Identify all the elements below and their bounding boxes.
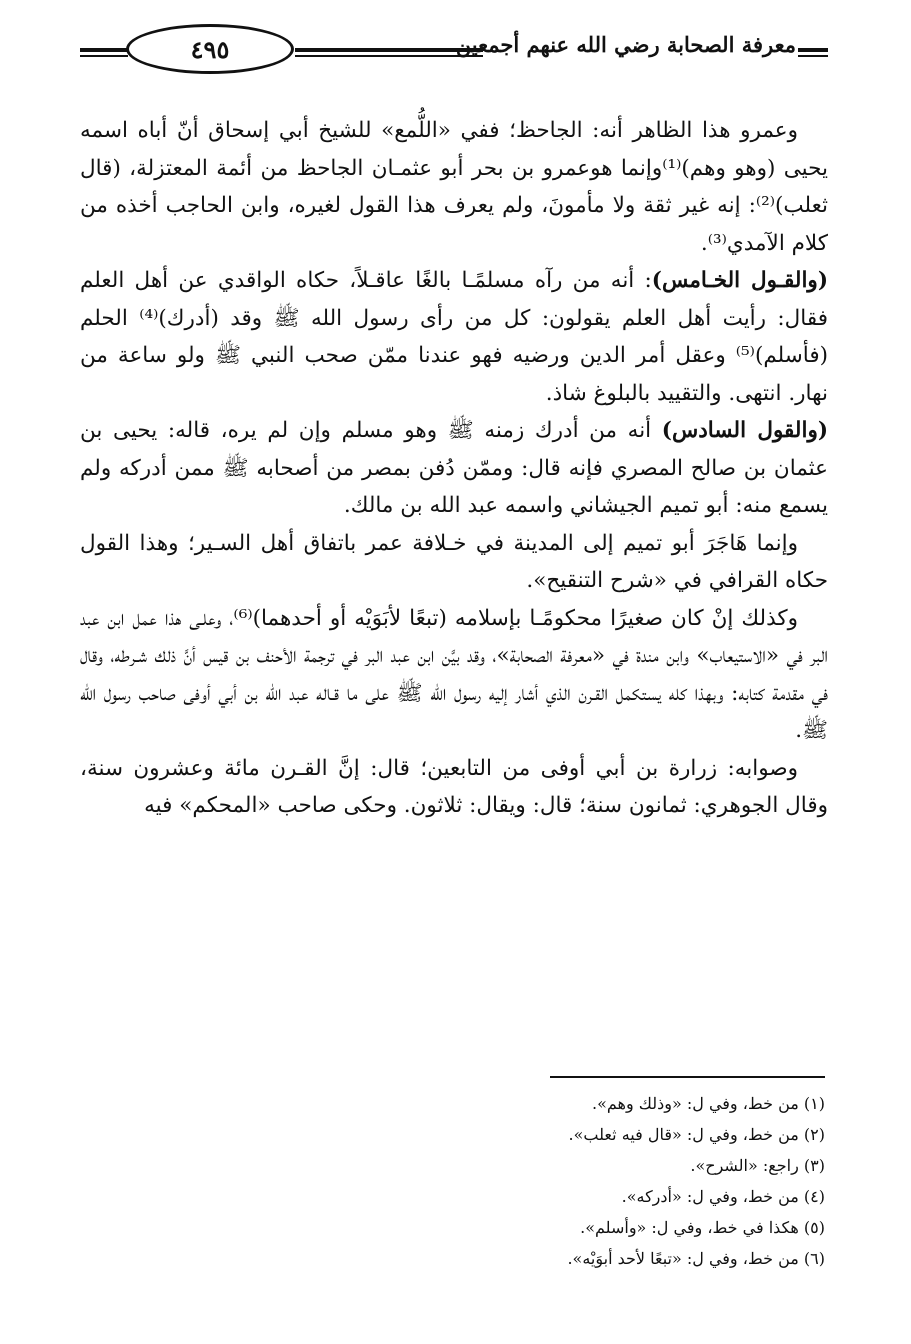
running-title: معرفة الصحابة رضي الله عنهم أجمعين: [455, 32, 796, 57]
paragraph: [80, 525, 828, 600]
footnote: (٢) من خط، وفي ل: «قال فيه ثعلب».: [568, 1125, 825, 1144]
paragraph: [80, 750, 828, 825]
main-text: [80, 112, 828, 1052]
header-rule-right: [798, 48, 828, 52]
footnote: (٣) راجع: «الشرح».: [690, 1156, 825, 1175]
header-rule-left: [80, 48, 128, 52]
footnote: (٦) من خط، وفي ل: «تبعًا لأحد أبوَيْه».: [567, 1249, 825, 1268]
paragraph: [80, 412, 828, 525]
footnote-separator: [550, 1076, 825, 1078]
header-rule-middle-lower: [295, 55, 483, 57]
header-rule-middle: [295, 48, 483, 52]
paragraph-text: وعمرو هذا الظاهر أنه: الجاحظ؛ ففي «اللُّمع» للشيخ أبي إسحاق أنّ أباه اسمه يحيى (وهو وهم)⁽¹⁾وإنما هوعمرو بن بحر أبو عثمـان الجاحظ من أئمة المعتزلة، (قال ثعلب)⁽²⁾: إنه غير ثقة ولا مأمونَ، ولم يعرف هذا القول لغيره، وابن الحاجب أخذه من كلام الآمدي⁽³⁾.: [80, 118, 828, 256]
page-header: [80, 22, 828, 78]
paragraph-text: وصوابه: زرارة بن أبي أوفى من التابعين؛ قال: إنَّ القـرن مائة وعشرون سنة، وقال الجوهري: ثمانون سنة؛ قال: ويقال: ثلاثون. وحكى صاحب «المحكم» فيه: [80, 755, 828, 818]
paragraph: [80, 262, 828, 412]
paragraph-text: وكذلك إنْ كان صغيرًا محكومًـا بإسلامه (تبعًا لأبَوَيْه أو أحدهما)⁽⁶⁾، وعلـى هذا عمل ابن عبد البر في «الاستيعاب» وابن مندة في «معرفة الصحابة»، وقد بيَّن ابن عبد البر في ترجمة الأحنف بن قيس أنَّ ذلك شـرطه، وقال في مقدمة كتابه: وبهذا كله يستكمل القـرن الذي أشار إليه رسول الله ﷺ على ما قـاله عبد الله بن أبي أوفى صاحب رسول الله ﷺ.: [80, 605, 828, 743]
paragraph-lead: (والقول السادس): [661, 418, 829, 443]
footnote: (١) من خط، وفي ل: «وذلك وهم».: [591, 1094, 825, 1113]
footnote: (٤) من خط، وفي ل: «أدركه».: [621, 1187, 825, 1206]
footnote: (٥) هكذا في خط، وفي ل: «وأسلم».: [580, 1218, 825, 1237]
paragraph-lead: (والقـول الخـامس): [651, 268, 828, 293]
footnotes: [80, 1088, 825, 1274]
header-rule-left-lower: [80, 55, 128, 57]
paragraph-text: أنه من أدرك زمنه ﷺ وهو مسلم وإن لم يره، قاله: يحيى بن عثمان بن صالح المصري فإنه قال: وممّن دُفن بمصر من أصحابه ﷺ ممن أدركه ولم يسمع منه: أبو تميم الجيشاني واسمه عبد الله بن مالك.: [80, 418, 828, 518]
header-rule-right-lower: [798, 55, 828, 57]
page-number: ٤٩٥: [126, 24, 294, 74]
paragraph-text: : أنه من رآه مسلمًـا بالغًا عاقـلاً، حكاه الواقدي عن أهل العلم فقال: رأيت أهل العلم يقولون: كل من رأى رسول الله ﷺ وقد (أدرك)⁽⁴⁾ الحلم (فأسلم)⁽⁵⁾ وعقل أمر الدين ورضيه فهو عندنا ممّن صحب النبي ﷺ ولو ساعة من نهار. انتهى. والتقييد بالبلوغ شاذ.: [80, 268, 828, 406]
paragraph-text: وإنما هَاجَرَ أبو تميم إلى المدينة في خـلافة عمر باتفاق أهل السـير؛ وهذا القول حكاه القرافي في «شرح التنقيح».: [80, 530, 828, 593]
paragraph: [80, 112, 828, 262]
paragraph: [80, 600, 828, 750]
